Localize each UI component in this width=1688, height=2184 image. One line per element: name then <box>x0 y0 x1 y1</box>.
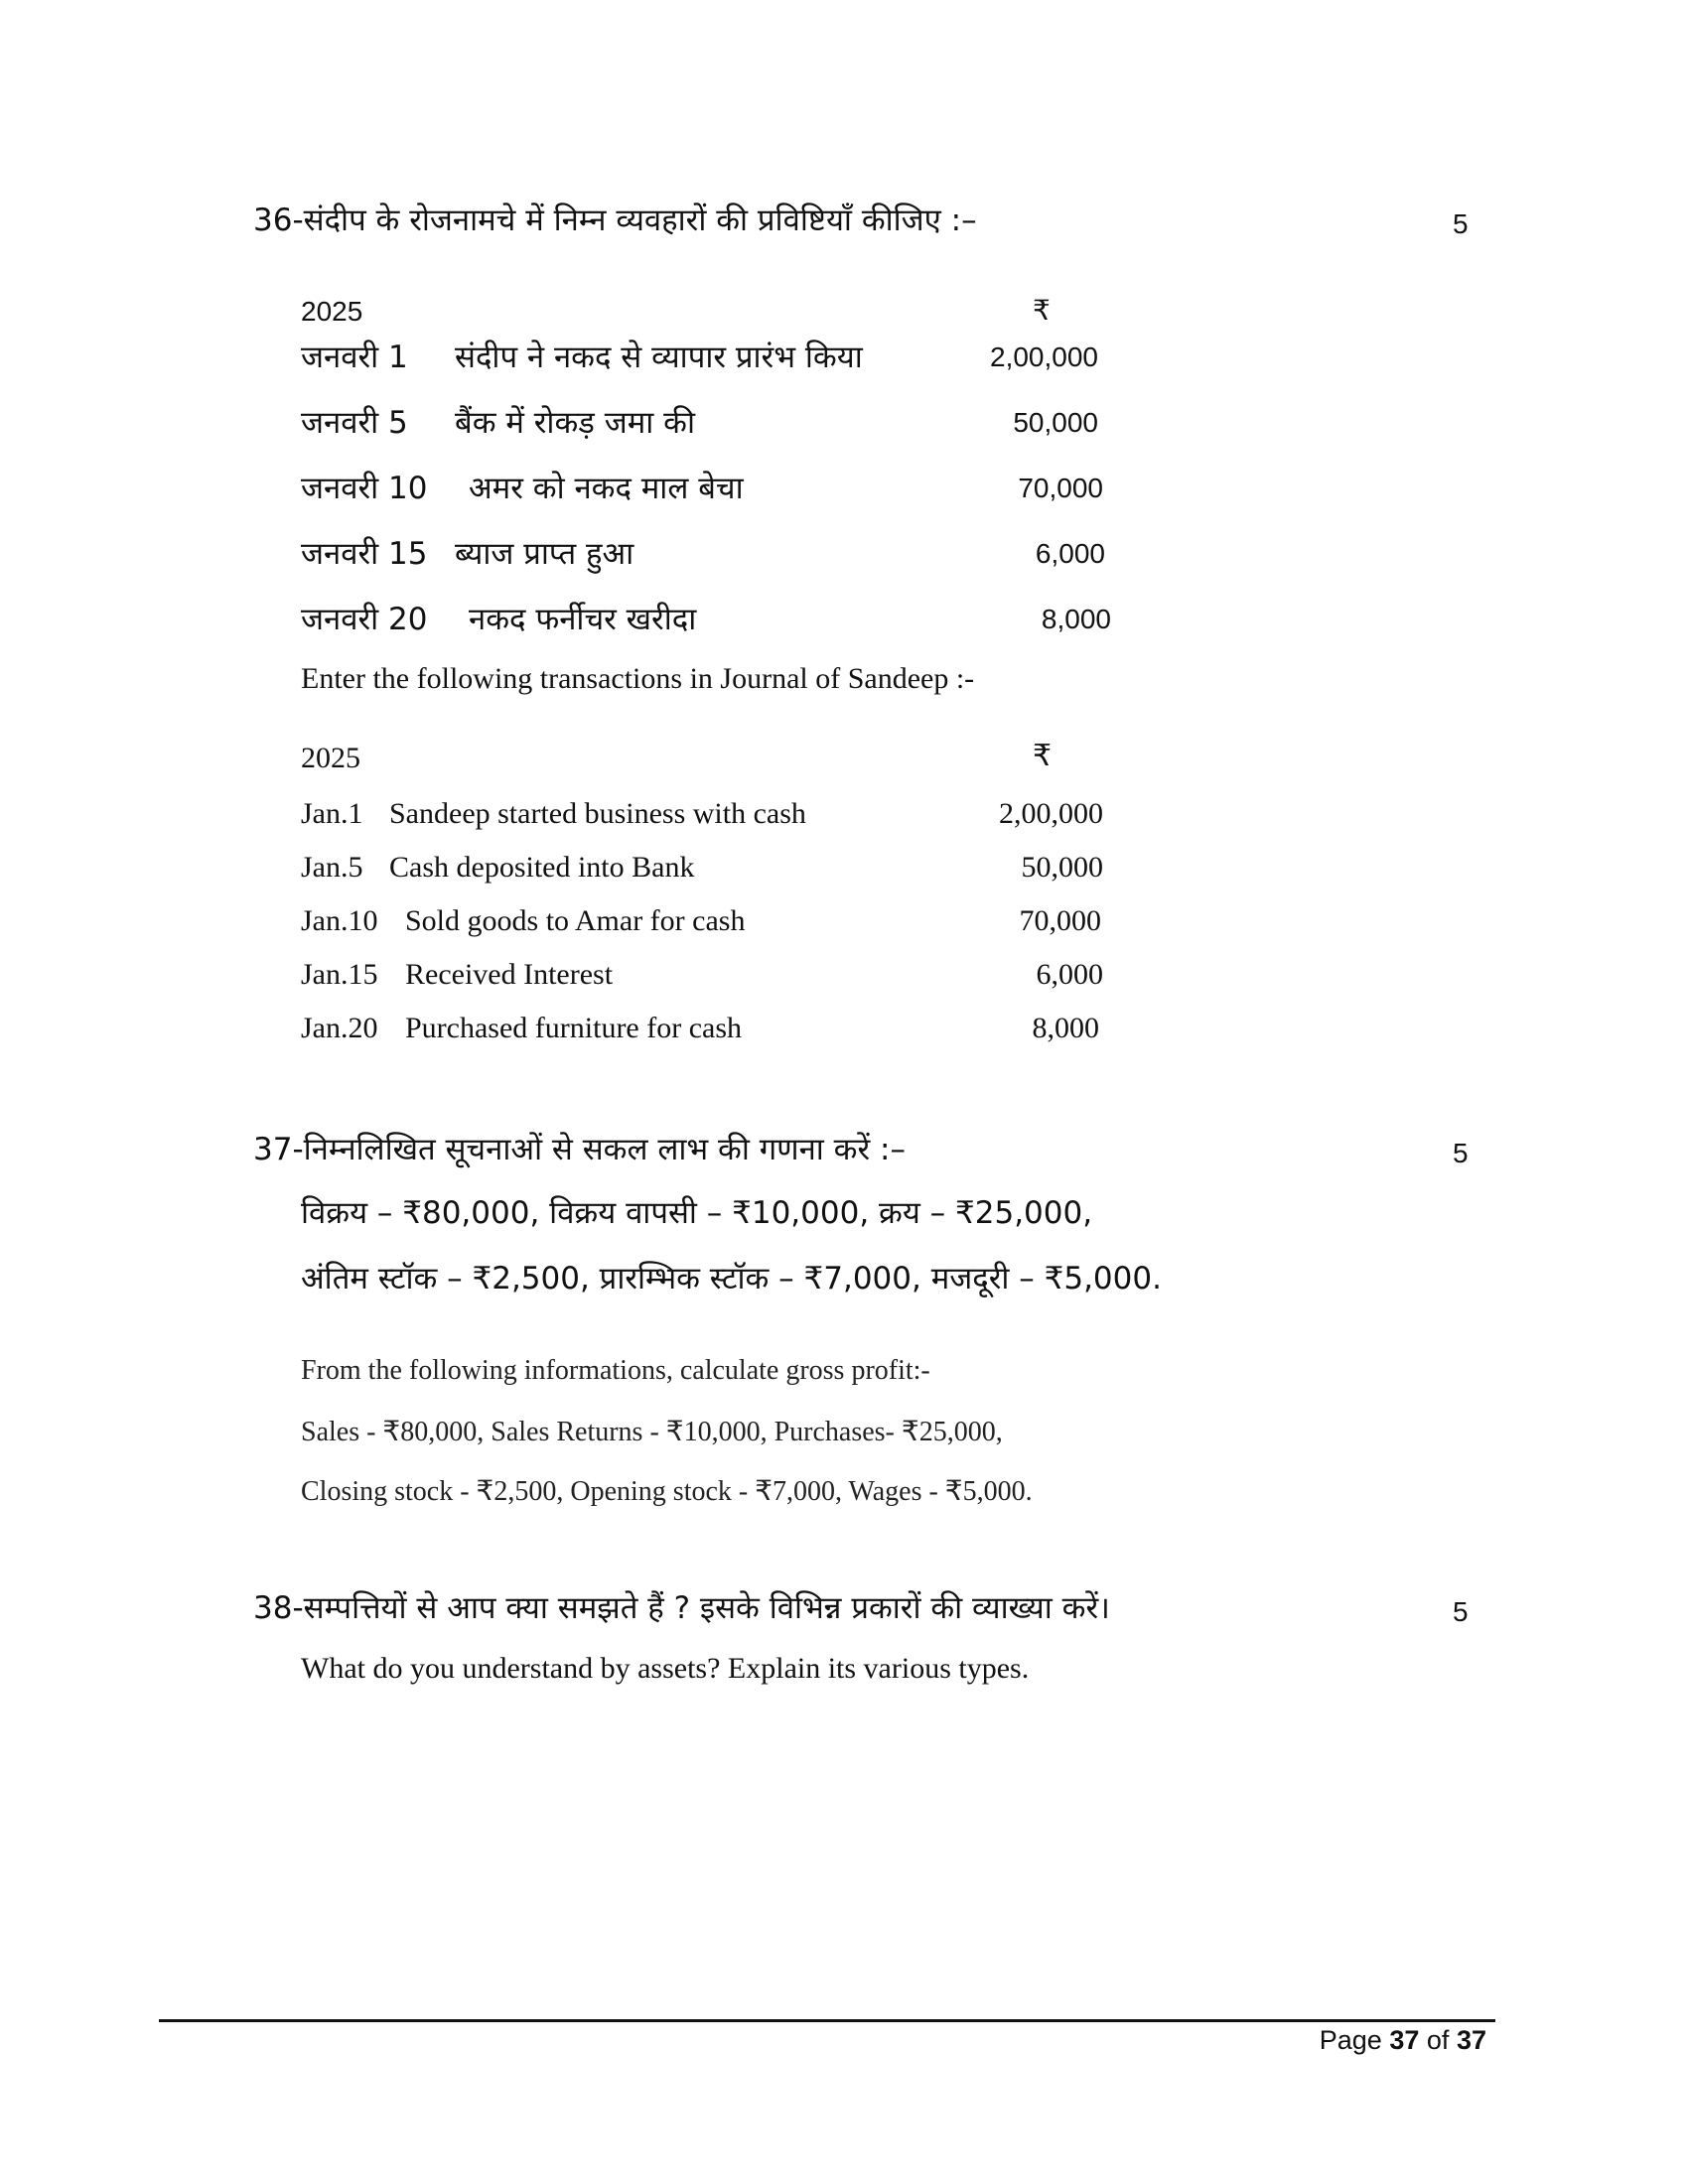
row-description: अमर को नकद माल बेचा <box>469 471 744 506</box>
row-amount: 2,00,000 <box>990 341 1098 372</box>
row-amount: 50,000 <box>1021 851 1103 884</box>
page-word: Page <box>1319 2025 1382 2055</box>
row-amount: 50,000 <box>1013 407 1098 438</box>
of-word: of <box>1426 2025 1450 2055</box>
row-description: Received Interest <box>405 958 614 991</box>
row-date: जनवरी 1 <box>301 340 408 375</box>
q36-year-hindi: 2025 <box>301 296 363 327</box>
row-description: Cash deposited into Bank <box>389 851 695 884</box>
row-amount: 70,000 <box>1019 904 1101 937</box>
page-current: 37 <box>1389 2025 1420 2055</box>
row-description: संदीप ने नकद से व्यापार प्रारंभ किया <box>455 340 863 375</box>
row-amount: 8,000 <box>1041 604 1111 634</box>
row-amount: 8,000 <box>1032 1012 1099 1044</box>
row-amount: 6,000 <box>1036 958 1103 991</box>
footer-divider <box>159 2019 1495 2022</box>
row-description: ब्याज प्राप्त हुआ <box>455 536 634 572</box>
row-date: जनवरी 10 <box>301 471 428 506</box>
q36-currency-hindi: ₹ <box>1033 295 1051 326</box>
q38-question-english: What do you understand by assets? Explain its various types. <box>301 1652 1030 1685</box>
q36-heading-hindi: 36-संदीप के रोजनामचे में निम्न व्यवहारों की प्रविष्टियाँ कीजिए :– <box>253 203 977 238</box>
row-date: जनवरी 20 <box>301 602 428 637</box>
row-description: नकद फर्नीचर खरीदा <box>469 602 697 637</box>
q36-currency-english: ₹ <box>1033 740 1053 772</box>
q37-marks: 5 <box>1453 1138 1469 1168</box>
q36-year-english: 2025 <box>301 742 360 774</box>
row-description: Sandeep started business with cash <box>389 797 806 830</box>
row-amount: 70,000 <box>1018 473 1103 503</box>
row-description: Purchased furniture for cash <box>405 1012 743 1044</box>
q37-heading-hindi: 37-निम्नलिखित सूचनाओं से सकल लाभ की गणना करें :– <box>253 1132 906 1167</box>
q37-data-line2-hindi: अंतिम स्टॉक – ₹2,500, प्रारम्भिक स्टॉक – ₹7,000, मजदूरी – ₹5,000. <box>301 1261 1162 1297</box>
q38-marks: 5 <box>1453 1596 1469 1627</box>
row-date: Jan.10 <box>301 904 378 937</box>
row-description: बैंक में रोकड़ जमा की <box>455 405 695 441</box>
row-amount: 2,00,000 <box>999 797 1103 830</box>
q38-heading-hindi: 38-सम्पत्तियों से आप क्या समझते हैं ? इसके विभिन्न प्रकारों की व्याख्या करें। <box>253 1590 1110 1626</box>
q37-data-line2-english: Closing stock - ₹2,500, Opening stock - ₹7,000, Wages - ₹5,000. <box>301 1476 1033 1507</box>
q36-heading-english: Enter the following transactions in Journal of Sandeep :- <box>301 662 975 695</box>
row-amount: 6,000 <box>1035 538 1105 569</box>
q36-marks: 5 <box>1453 208 1469 239</box>
row-date: Jan.15 <box>301 958 378 991</box>
row-date: Jan.5 <box>301 851 363 884</box>
page-total: 37 <box>1456 2025 1486 2055</box>
row-date: जनवरी 5 <box>301 405 408 441</box>
row-date: Jan.1 <box>301 797 363 830</box>
row-description: Sold goods to Amar for cash <box>405 904 746 937</box>
row-date: जनवरी 15 <box>301 536 428 572</box>
q37-data-line1-hindi: विक्रय – ₹80,000, विक्रय वापसी – ₹10,000, क्रय – ₹25,000, <box>301 1195 1093 1231</box>
row-date: Jan.20 <box>301 1012 378 1044</box>
page-number <box>1320 2025 1486 2056</box>
q37-heading-english: From the following informations, calculate gross profit:- <box>301 1355 930 1386</box>
q37-data-line1-english: Sales - ₹80,000, Sales Returns - ₹10,000, Purchases- ₹25,000, <box>301 1417 1003 1447</box>
